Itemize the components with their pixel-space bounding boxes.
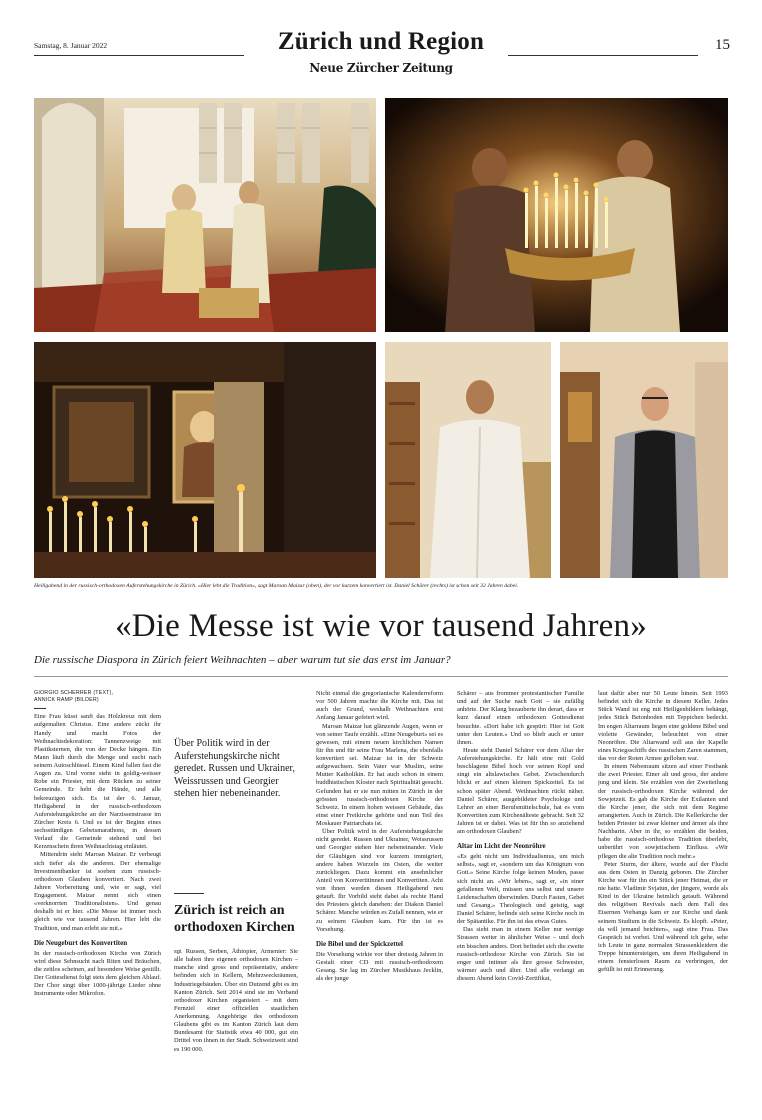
paragraph: «Es geht nicht um Individualismus, um mich selbst», sagt er, «sondern um das Königtum von Gott.» Seine Kirche folge keinen Moden, passe sich nicht an. «Wir leben», sagt er, «in einer gefallenen Welt, müssen uns selbst und unsere Leidenschaften überwinden. Durch Fasten, Gebet und Gesang.» Theologisch und geistig, sagt Daniel Schärer, befinde sich seine Kirche noch in der Spätantike. Für ihn ist das etwas Gutes. — [457, 853, 584, 926]
section-title: Zürich und Region — [277, 28, 485, 55]
info-box-text — [174, 948, 298, 1078]
page-number: 15 — [715, 37, 730, 53]
info-box-body: Russen, Serben, Äthiopier, Armenier: Sie alle haben ihre eigenen orthodoxen Kirchen – manche sind gross und repräsentativ, andere befinden sich in Kellern, Mehrzweckräumen, Industriegebäuden. Über ein Dutzend gibt es im Kanton Zürich. Seit 2014 sind sie im Verband orthodoxer Kirchen organisiert – mit dem Fernziel einer offiziellen staatlichen Anerkennung. Angehörige des orthodoxen Glaubens gibt es im Kanton Zürich laut dem Bundesamt für Statistik etwa 40 000, gut ein Drittel von ihnen in der Stadt. Schweizweit sind es 190 000. — [174, 948, 298, 1053]
photo-maroan-maizar — [385, 342, 551, 578]
paragraph: Nicht einmal die gregorianische Kalenderreform vor 500 Jahren machte die Kirche mit. Das ist auch der Grund, weshalb Weihnachten erst Anfang Januar gefeiert wird. — [316, 690, 443, 722]
issue-date: Samstag, 8. Januar 2022 — [34, 41, 108, 50]
headline-rule — [34, 676, 728, 677]
section-subheading: Die Bibel und der Spickzettel — [316, 939, 403, 948]
article-column-3 — [316, 690, 443, 1110]
article-column-5 — [598, 690, 728, 1110]
box-rule — [174, 893, 204, 894]
paragraph: Peter Sturm, der ältere, wurde auf der Flucht aus dem Osten in Danzig geboren. Die Zürcher Kirche war für ihn ein Stück jener Heimat, die er nie hatte. Vladimir Svjatun, der jüngere, wurde als Kind in der Ukraine heimlich getauft. Während des religiösen Revivals nach dem Fall des Eisernen Vorhangs kam er zur Kirche und dank seinem Studium in die Schweiz. Es klopft. «Peter, da will jemand beichten», sagt eine Frau. Das Gespräch ist vorbei. Und während ich gehe, sehe ich Leute in ganz normalen Strassenkleidern die Treppe hinuntersteigen, um ihren Heiligabend in einem fensterlosen Raum zu verbringen, der gefüllt ist mit Erinnerung. — [598, 860, 728, 974]
info-box-heading: Zürich ist reich an orthodoxen Kirchen — [174, 903, 295, 936]
photo-icons-candles — [34, 342, 376, 578]
photo-caption: Heiligabend in der russisch-orthodoxen Auferstehungskirche in Zürich. «Hier lebt die Tradition», sagt Maroan Maizar (oben), der vor kurzem konvertiert ist. Daniel Schärer (rechts) ist schon seit 32 Jahren dabei. — [34, 583, 519, 589]
paragraph: Über Politik wird in der Auferstehungskirche nicht geredet. Russen und Ukrainer, Weissrussen und Georgier stehen hier nebeneinander. Viele der Gläubigen sind vor kurzem immigriert, andere haben Wurzeln im Osten, die weiter zurückliegen. Dazu kommt ein ansehnlicher Anteil von Konvertitinnen und Konvertiten. Acht von ihnen werden diesen Heiligabend neu getauft. Ihr Vorbild steht dabei als rechte Hand des Priesters gleich daneben: der Diakon Daniel Schärer. Manche würden es Zufall nennen, wie er zu seinem Glauben kam. Für ihn ist es Vorsehung. — [316, 828, 443, 933]
paragraph: Eine Frau küsst sanft das Holzkreuz mit dem aufgemalten Christus. Eine andere zückt ihr Handy und macht Fotos der Weihnachtsdekoration: Tannenzweige mit Plastiksternen, die von der Decke hängen. Ein Mann läuft durch die Menge und sucht nach seinem Autoschlüssel. Einem Kind fallen fast die Augen zu. Und vorne steht in goldig-weisser Robe ein Priester, mit dem Rücken zu seiner Gemeinde. Er hebt die Hände, und alle bekreuzigen sich. Es ist der 6. Januar, Heiligabend in der russisch-orthodoxen Auferstehungskirche an der Narzissenstrasse im Zürcher Kreis 6. Und es ist der Beginn eines sechsstündigen Gebetsmarathons, in dessen Verlauf die Gemeinde stehend und bei Kerzenschein ihren Weihnachtstag einläutet. — [34, 713, 161, 851]
section-subheading: Die Neugeburt des Konvertiten — [34, 938, 128, 947]
header-rule-left — [34, 55, 244, 56]
paragraph: Heute steht Daniel Schärer vor dem Altar der Auferstehungskirche. Er hält eine mit Gold beschlagene Bibel hoch vor seinen Kopf und singt ein altslawisches Gebet. Zwischendurch blickt er auf einen kleinen Spickzettel. Es ist schon später Abend. Weihnachten rückt näher. Daniel Schärer, ausgebildeter Psychologe und Lehrer an einer Berufsmittelschule, hat es vom Konvertiten zum Kirchenälteste gebracht. Seit 32 Jahren ist er dabei. Was ist für ihn so anziehend am orthodoxen Glauben? — [457, 746, 584, 836]
photo-daniel-schaerer — [560, 342, 728, 578]
photo-church-interior-priests — [34, 98, 376, 332]
paragraph: Das sieht man in einem Keller nur wenige Strassen weiter in ähnlicher Weise – und doch ein bisschen anders. Dort befindet sich die zweite russisch-orthodoxe Kirche von Zürich. Sie ist enger und intimer als ihre grosse Schwester, wärmer auch und älter. Und alle verlangt an diesem Abend kein Covid-Zertifikat, — [457, 926, 584, 982]
credits-rule — [34, 708, 46, 709]
header-rule-right — [508, 55, 698, 56]
article-headline: «Die Messe ist wie vor tausend Jahren» — [115, 608, 647, 644]
section-subheading: Altar im Licht der Neonröhre — [457, 842, 546, 851]
info-box-author-tag: sgi. — [174, 949, 183, 955]
pull-quote: Über Politik wird in der Auferstehungskirche nicht geredet. Russen und Ukrainer, Weissrussen und Georgier stehen hier nebeneinander. — [174, 738, 295, 799]
article-column-4 — [457, 690, 584, 1110]
paragraph: In der russisch-orthodoxen Kirche von Zürich wird diese Sehnsucht nach Riten und Bräuchen, die zeitlos scheinen, auf besondere Weise gestillt. Der Gottesdienst folgt stets dem gleichen Ablauf. Der Chor singt über 1000-jährige Lieder ohne Instrumente oder Mikrofon. — [34, 949, 161, 998]
photo-women-candles — [385, 98, 728, 332]
paragraph: laut dafür aber nur 50 Leute hinein. Seit 1993 befindet sich die Kirche in diesem Keller. Jedes Stück Wand ist eng mit Heiligenbildern behängt, jedes Stück Betonboden mit Teppichen bedeckt. Im engen Altarraum liegen eine goldene Bibel und violette Gewänder, beleuchtet von einer Neonröhre. Die Altarwand soll aus der Kapelle eines Kriegsschiffs des russischen Zaren stammen, das vor der Roten Armee geflohen war. — [598, 690, 728, 762]
article-subheadline: Die russische Diaspora in Zürich feiert Weihnachten – aber warum tut sie das erst im Januar? — [34, 654, 451, 666]
paragraph: Die Vorsehung wirkte vor über dreissig Jahren in Gestalt einer CD mit russisch-orthodoxem Gesang. Sie lag im Zürcher Musikhaus Jecklin, als der junge — [316, 950, 443, 982]
paragraph: Mittendrin steht Maroan Maizar. Er verbeugt sich tiefer als die anderen. Der ehemalige Investmentbanker ist soeben zum russisch-orthodoxen Glauben konvertiert. Nach zwei Jahren Vorbereitung und, wie er sagt, viel Engagement. Maizar nennt sich einen «verknorrten Traditionalisten». Und genau deshalb ist er hier. «Die Messe ist immer noch gleich wie vor tausend Jahren. Hier lebt die Tradition, und man erlebt sie mit.» — [34, 851, 161, 932]
paragraph: Maroan Maizar hat glänzende Augen, wenn er von seiner Taufe erzählt. «Eine Neugeburt» sei es gewesen, mit einem neuen kirchlichen Namen für ihn und für seine Frau Marlena, die ebenfalls konvertiert sei. Maizar ist in der Schweiz aufgewachsen. Sein Vater war Muslim, seine Mutter Katholikin. Er hat auch schon in einem buddhistischen Kloster nach Spiritualität gesucht. Gefunden hat er sie nun mitten in Zürich in der grössten russisch-orthodoxen Kirche der Schweiz. In einem hohen weissen Gebäude, das einst einer Freikirche gehörte und nun Teil des Moskauer Patriarchats ist. — [316, 722, 443, 827]
author-credits: GIORGIO SCHERRER (TEXT), ANNICK RAMP (BILDER) — [34, 690, 114, 704]
newspaper-logo: Neue Zürcher Zeitung — [309, 61, 453, 75]
article-column-1 — [34, 690, 161, 1110]
paragraph: Schärer – aus frommer protestantischer Familie und auf der Suche nach Gott – sie zufällig anhörte. Der Klang bezauberte ihn derart, dass er kurz darauf einen orthodoxen Gottesdienst besuchte. «Dort habe ich gespürt: Hier ist Gott unter den Leuten.» Und so blieb auch er unter ihnen. — [457, 690, 584, 746]
paragraph: In einem Nebenraum sitzen auf einer Festbank die zwei Priester. Einer alt und gross, der andere jung und klein. Sie erzählen von der Zweiteilung der russisch-orthodoxen Kirche während der Sowjetzeit. Es gab die Kirche der Exilanten und die Kirche jener, die sich mit dem Regime arrangierten. Auch in Zürich. Die Kellerkirche der beiden Priester ist zwar kleiner und ärmer als ihre Nachbarin. Aber in ihr, so erzählen die beiden, habe die russisch-orthodoxe Tradition überlebt, unberührt von sowjetischem Einfluss. «Wir pflegen die alte Tradition noch mehr.» — [598, 763, 728, 860]
